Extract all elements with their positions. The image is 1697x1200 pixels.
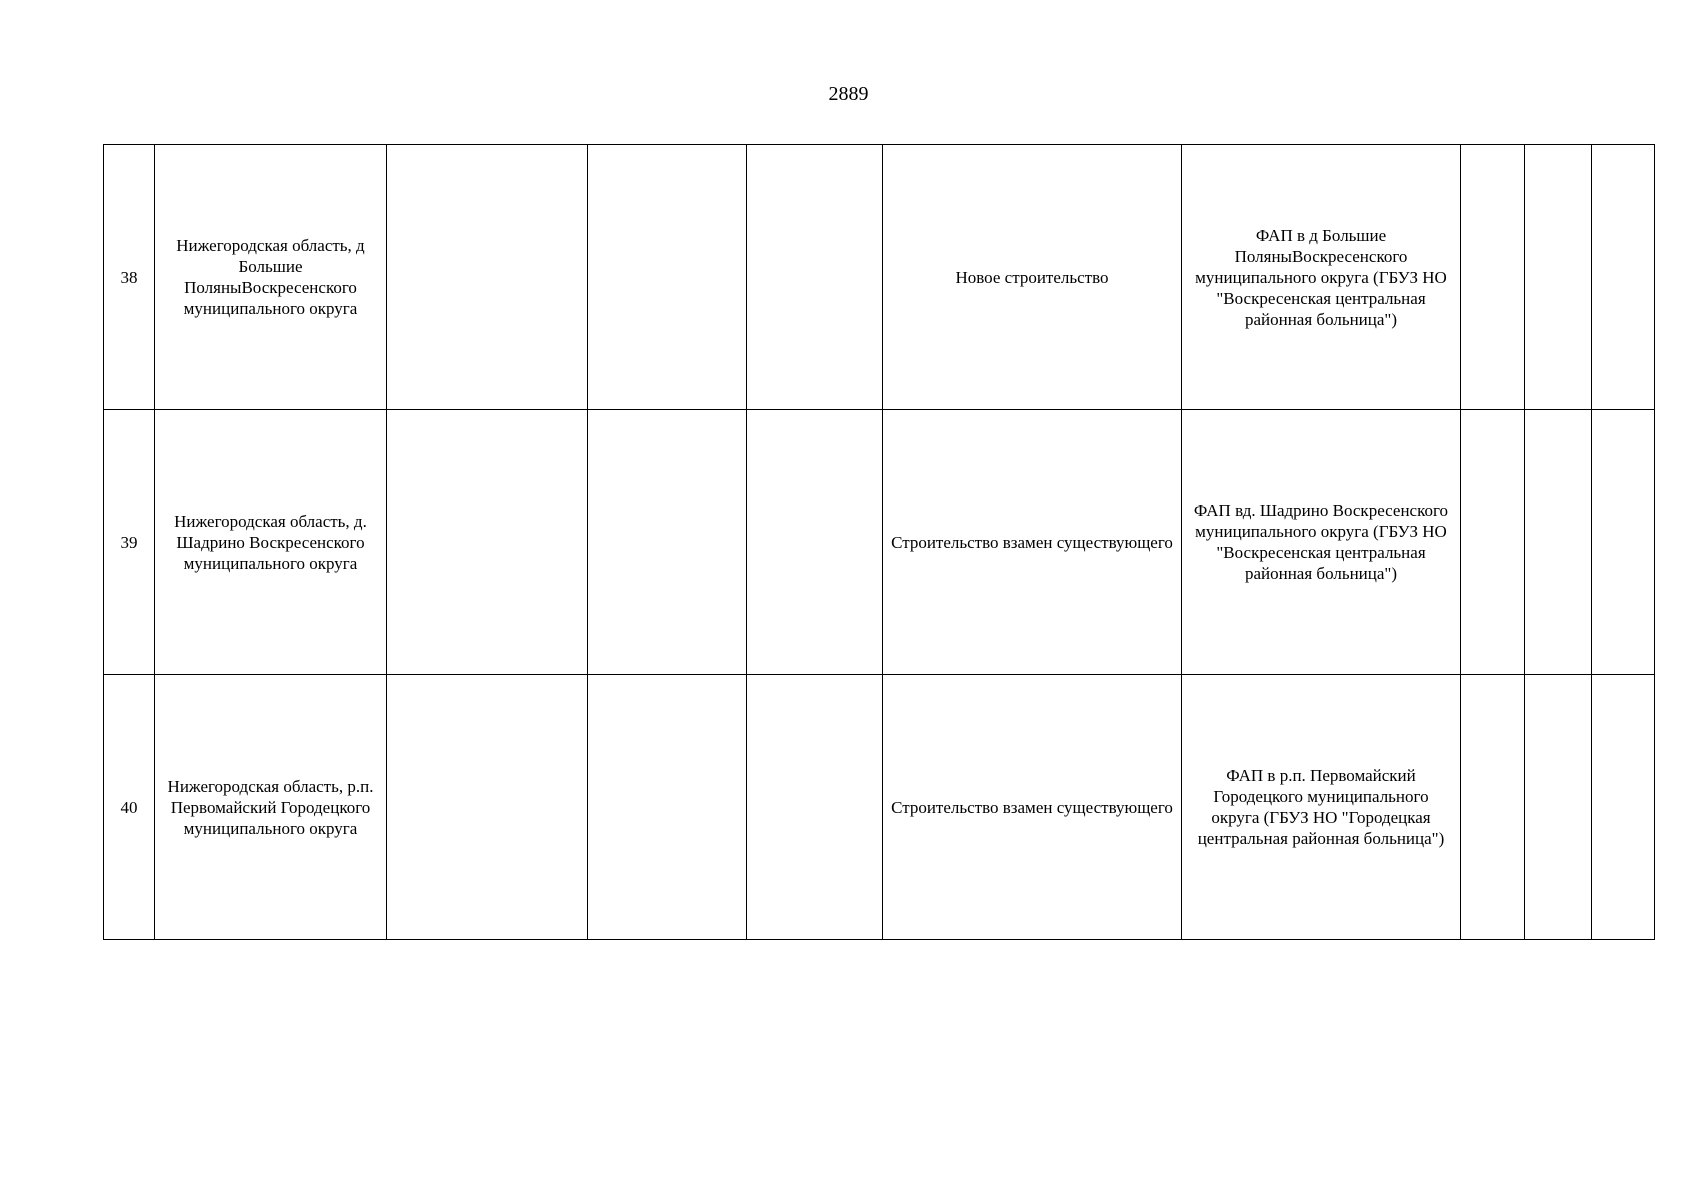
empty-cell <box>588 410 747 675</box>
table-row <box>104 145 1655 410</box>
object-cell: ФАП в д Большие ПоляныВоскресенского муниципального округа (ГБУЗ НО "Воскресенская центральная районная больница") <box>1182 145 1461 410</box>
empty-cell <box>1461 145 1525 410</box>
page-number: 2889 <box>828 83 869 105</box>
row-number-cell: 38 <box>104 145 155 410</box>
object-cell: ФАП вд. Шадрино Воскресенского муниципального округа (ГБУЗ НО "Воскресенская центральная районная больница") <box>1182 410 1461 675</box>
empty-cell <box>1592 410 1655 675</box>
projects-table <box>103 144 1655 940</box>
empty-cell <box>1592 145 1655 410</box>
object-cell: ФАП в р.п. Первомайский Городецкого муниципального округа (ГБУЗ НО "Городецкая центральная районная больница") <box>1182 675 1461 940</box>
address-cell: Нижегородская область, д Большие ПоляныВоскресенского муниципального округа <box>155 145 387 410</box>
work-type-cell: Строительство взамен существующего <box>883 675 1182 940</box>
table-row <box>104 410 1655 675</box>
empty-cell <box>588 145 747 410</box>
empty-cell <box>1461 410 1525 675</box>
work-type-cell: Новое строительство <box>883 145 1182 410</box>
address-cell: Нижегородская область, р.п. Первомайский Городецкого муниципального округа <box>155 675 387 940</box>
empty-cell <box>1525 675 1592 940</box>
work-type-cell: Строительство взамен существующего <box>883 410 1182 675</box>
empty-cell <box>1592 675 1655 940</box>
row-number-cell: 40 <box>104 675 155 940</box>
empty-cell <box>387 410 588 675</box>
empty-cell <box>588 675 747 940</box>
empty-cell <box>1525 145 1592 410</box>
empty-cell <box>1525 410 1592 675</box>
empty-cell <box>387 675 588 940</box>
empty-cell <box>747 675 883 940</box>
empty-cell <box>747 145 883 410</box>
empty-cell <box>387 145 588 410</box>
empty-cell <box>1461 675 1525 940</box>
address-cell: Нижегородская область, д. Шадрино Воскресенского муниципального округа <box>155 410 387 675</box>
table-row <box>104 675 1655 940</box>
empty-cell <box>747 410 883 675</box>
row-number-cell: 39 <box>104 410 155 675</box>
